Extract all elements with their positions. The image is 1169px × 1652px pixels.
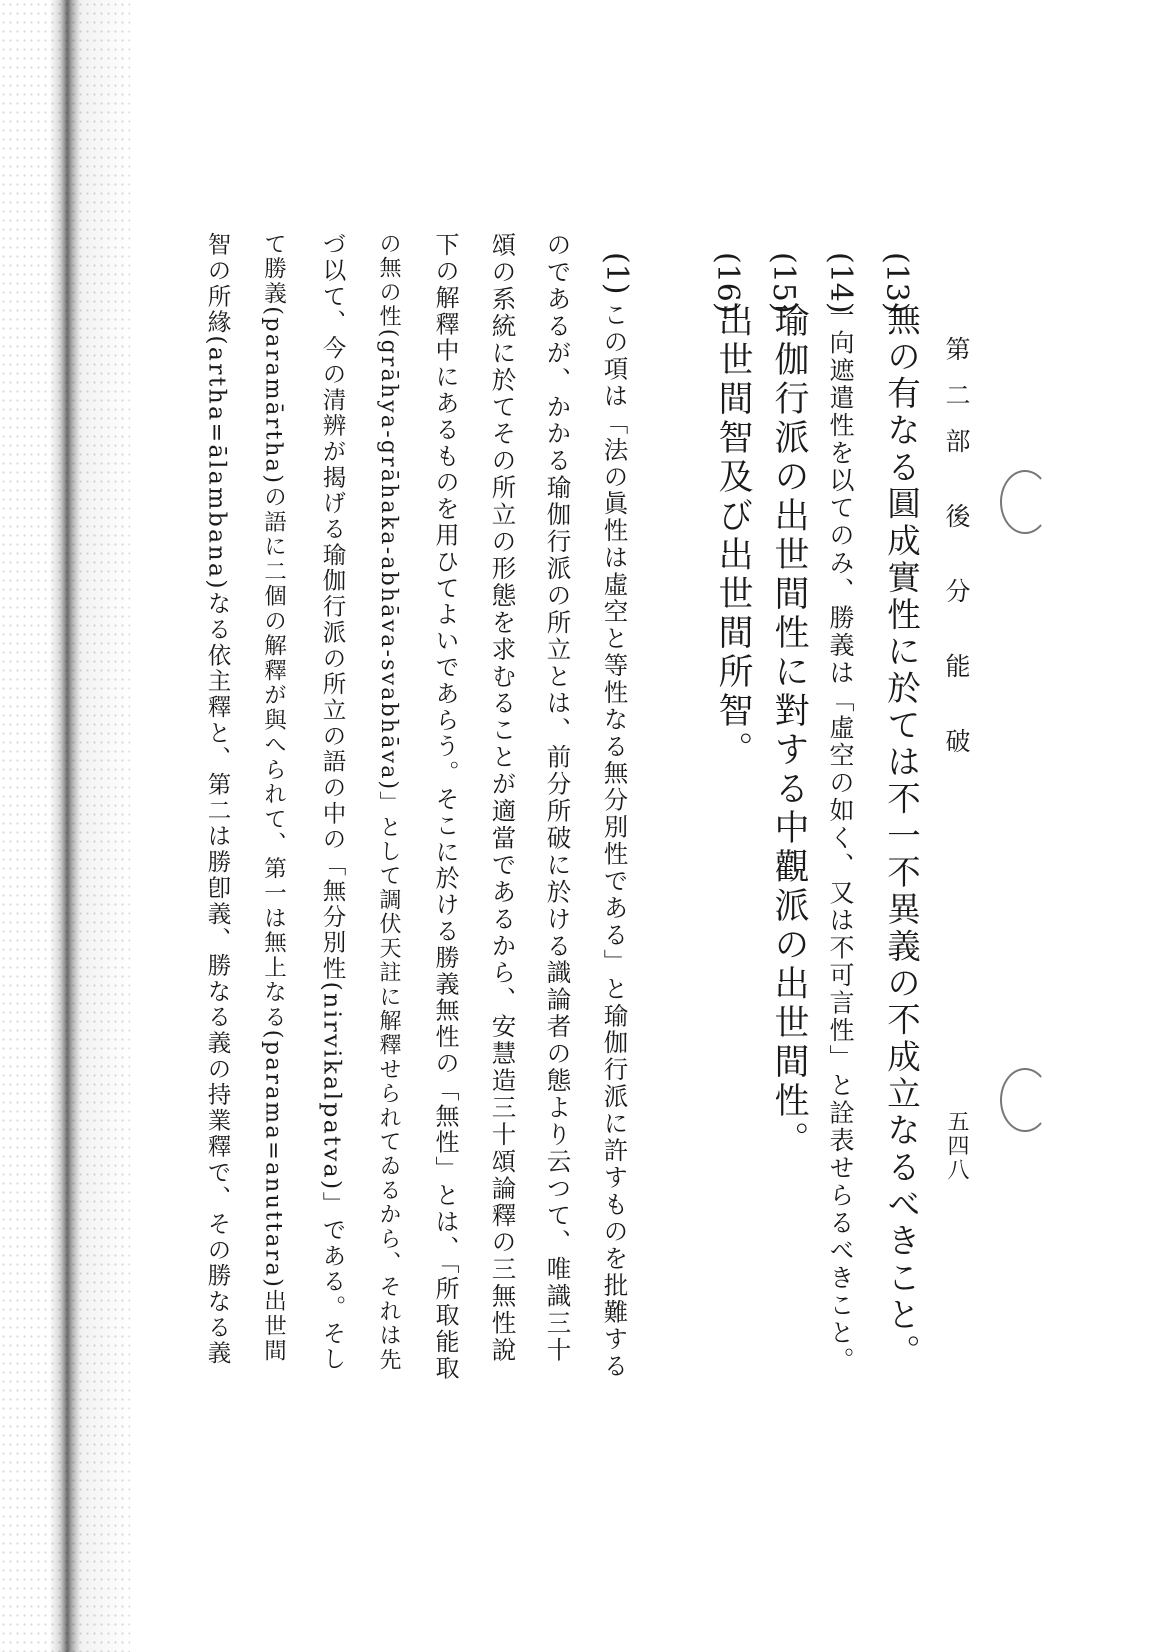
note-number: (1) <box>599 252 634 295</box>
note-line: 智の所緣(artha=ālambana)なる依主釋と、第二は勝卽義、勝なる義の持業釋で、その勝なる義 <box>203 232 232 1367</box>
item-text-15: 瑜伽行派の出世間性に對する中觀派の出世間性。 <box>769 302 809 1160</box>
item-number-15: (15) <box>766 252 801 314</box>
note-line: づ以て、今の清辨が揭げる瑜伽行派の所立の語の中の「無分別性(nirvikalpatva)」である。そし <box>318 232 347 1373</box>
note-line: この項は「法の眞性は虛空と等性なる無分別性である」と瑜伽行派に許すものを批難する <box>600 302 630 1380</box>
item-text-16: 出世間智及び出世間所智。 <box>713 302 753 770</box>
page-number: 五四八 <box>944 1110 969 1182</box>
note-line: の無の性(grāhya-grāhaka-abhāva-svabhāva)」として調伏天註に解釋せられてゐるから、それは先 <box>376 232 401 1373</box>
note-line: 下の解釋中にあるものを用ひてよいであらう。そこに於ける勝義無性の「無性」とは、「所取能取 <box>431 232 459 1382</box>
binding-shadow <box>0 0 130 1652</box>
item-text-14: 一向遮遣性を以てのみ、勝義は「虛空の如く、又は不可言性」と詮表せらるべきこと。 <box>826 302 855 1375</box>
item-number-13: (13) <box>879 252 914 314</box>
note-line: て勝義(paramārtha)の語に二個の解釋が與へられて、第一は無上なる(parama=anuttara)出世間 <box>260 232 287 1364</box>
punch-hole-mark <box>1000 1068 1050 1132</box>
item-number-14: (14) <box>823 252 858 314</box>
punch-hole-mark <box>1000 470 1050 534</box>
note-line: のであるが、かかる瑜伽行派の所立とは、前分所破に於ける識論者の態より云つて、唯識三十 <box>543 232 573 1364</box>
item-number-16: (16) <box>710 252 745 314</box>
item-text-13: 無の有なる圓成實性に於ては不一不異義の不成立なるべきこと。 <box>881 302 921 1371</box>
note-line: 頌の系統に於てその所立の形態を求むることが適當であるから、安慧造三十頌論釋の三無性說 <box>488 232 518 1364</box>
running-title: 第二部 後 分 能 破 <box>942 336 971 774</box>
